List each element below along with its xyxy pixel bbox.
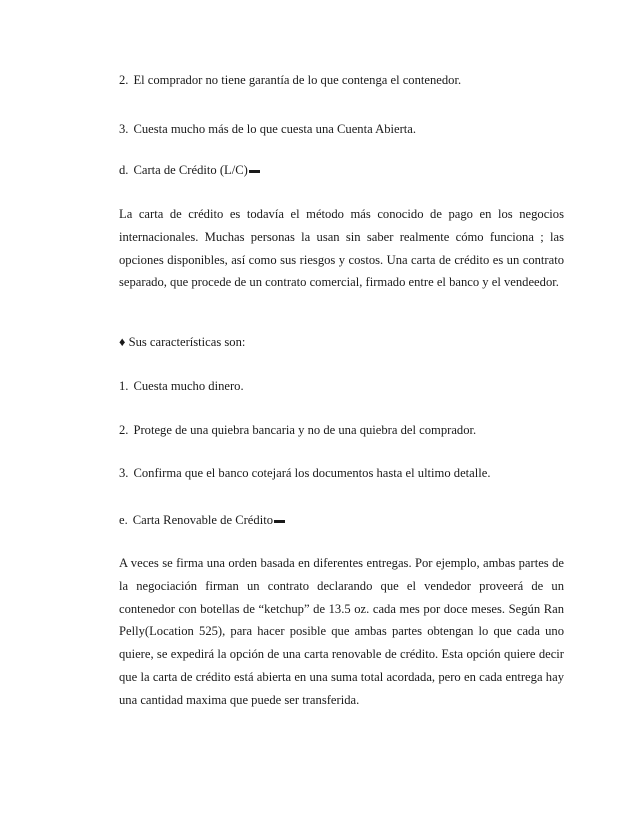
section-title: Carta Renovable de Crédito — [132, 513, 273, 527]
heading-bar-mark — [249, 170, 260, 173]
list-item-number: 1. — [119, 379, 129, 393]
section-d-paragraph: La carta de crédito es todavía el método más conocido de pago en los negocios internacionales. Muchas personas la usan sin saber realmente cómo funciona ; las opciones disponibles, así como sus riesgos y costos. Una carta de crédito es un contrato separado, que procede de un contrato comercial, firmado entre el banco y el vendeedor. — [119, 207, 564, 290]
list-item-number: 2. — [119, 423, 129, 437]
list-item-text: Confirma que el banco cotejará los documentos hasta el ultimo detalle. — [133, 466, 491, 480]
section-d-heading — [119, 162, 260, 178]
characteristics-heading: ♦ Sus características son: — [119, 335, 246, 349]
list-item-3 — [119, 121, 416, 137]
list-item-number: 3. — [119, 466, 129, 480]
list-item-2 — [119, 72, 461, 88]
list-item-text: Cuesta mucho dinero. — [133, 379, 244, 393]
characteristic-item-3 — [119, 465, 491, 481]
list-item-number: 2. — [119, 73, 129, 87]
characteristic-item-2 — [119, 422, 476, 438]
section-number: e. — [119, 513, 128, 527]
list-item-text: Protege de una quiebra bancaria y no de una quiebra del comprador. — [133, 423, 477, 437]
characteristic-item-1 — [119, 378, 244, 394]
list-item-number: 3. — [119, 122, 129, 136]
section-e-heading — [119, 512, 285, 528]
section-title: Carta de Crédito (L/C) — [133, 163, 248, 177]
section-number: d. — [119, 163, 129, 177]
section-e-paragraph: A veces se firma una orden basada en diferentes entregas. Por ejemplo, ambas partes de la negociación firman un contrato declarando que el vendedor proveerá de un contenedor con botellas de “ketchup” de 13.5 oz. cada mes por doce meses. Según Ran Pelly(Location 525), para hacer posible que ambas partes obtengan lo que cada uno quiere, se expedirá la opción de una carta renovable de crédito. Esta opción quiere decir que la carta de crédito está abierta en una suma total acordada, pero en cada entrega hay una cantidad maxima que puede ser transferida. — [119, 556, 564, 707]
list-item-text: Cuesta mucho más de lo que cuesta una Cuenta Abierta. — [133, 122, 417, 136]
list-item-text: El comprador no tiene garantía de lo que contenga el contenedor. — [133, 73, 462, 87]
heading-bar-mark — [274, 520, 285, 523]
